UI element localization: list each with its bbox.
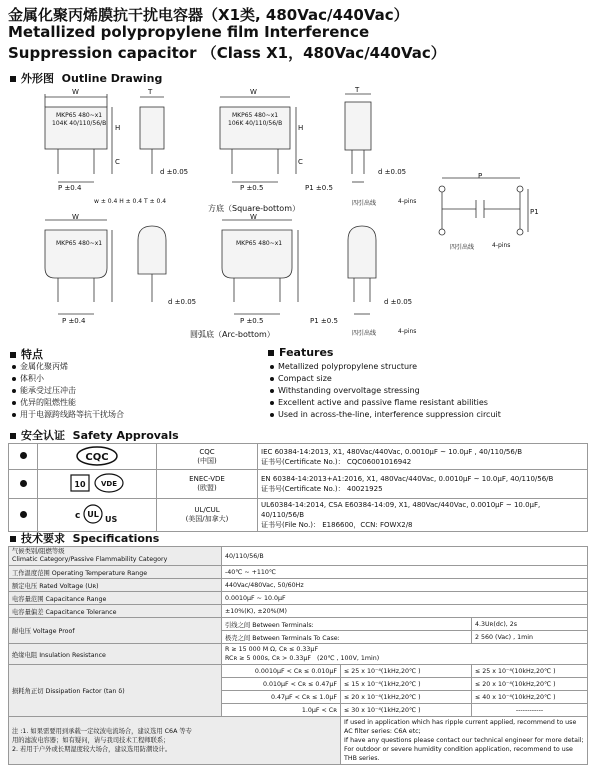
cap-print-2: MKP65 480~x1	[232, 112, 279, 119]
outline-heading: 外形图 Outline Drawing	[10, 70, 162, 86]
table-row	[9, 547, 588, 566]
drawing-arc-4pin-front	[222, 220, 298, 314]
svg-text:UL: UL	[87, 510, 99, 519]
dim-t-2: T	[355, 86, 360, 94]
note-cn: 2. 若用于户外或长期湿度较大场合，建议选用防潮设计。	[12, 746, 172, 753]
df-value-10k: ≤ 20 x 10⁻⁴(10kHz,20℃ )	[472, 678, 588, 691]
list-item: Metallized polypropylene structure	[270, 361, 501, 373]
list-item: 金属化聚丙烯	[12, 361, 124, 373]
section-square-icon	[10, 352, 16, 358]
drawing-square-2pin-front	[45, 94, 112, 182]
four-pins-label-2: 4-pins	[492, 242, 511, 249]
spec-value: 440Vac/480Vac, 50/60Hz	[222, 579, 588, 592]
enec-vde-logo	[67, 471, 127, 495]
square-bottom-caption: 方底（Square-bottom）	[208, 204, 300, 213]
list-item: 用于电源跨线路等抗干扰场合	[12, 409, 124, 421]
section-square-icon	[10, 536, 16, 542]
df-value-10k: ≤ 40 x 10⁻⁴(10kHz,20℃ )	[472, 691, 588, 704]
dim-d-2: d ±0.05	[378, 168, 407, 176]
cap-print-4: MKP65 480~x1	[236, 240, 283, 247]
spec-value: -40℃ ~ +110℃	[222, 566, 588, 579]
list-item: 优异的阻燃性能	[12, 397, 124, 409]
spec-subcondition: 引线之间 Between Terminals:	[222, 618, 472, 631]
dim-w-3: W	[72, 213, 79, 221]
df-value-1k: ≤ 30 x 10⁻⁴(1kHz,20℃ )	[341, 704, 472, 717]
dim-p-2: P ±0.5	[240, 184, 264, 192]
drawing-arc-4pin-side	[348, 226, 376, 314]
drawing-square-4pin-front	[220, 97, 296, 182]
spec-condition: (20℃ , 100V, 1min)	[317, 655, 380, 662]
features-en-list	[270, 361, 501, 421]
table-row	[9, 605, 588, 618]
df-value-1k: ≤ 25 x 10⁻⁴(1kHz,20℃ )	[341, 665, 472, 678]
list-item: Used in across-the-line, interference suppression circuit	[270, 409, 501, 421]
approvals-heading: 安全认证 Safety Approvals	[10, 427, 179, 443]
cert-standard: EN 60384-14:2013+A1:2016, X1, 480Vac/440Vac, 0.0010μF ~ 10.0μF, 40/110/56/B	[261, 475, 554, 483]
table-row	[9, 444, 588, 470]
cap-code-2: 106K 40/110/56/B	[228, 120, 283, 127]
svg-text:10: 10	[74, 480, 86, 489]
df-value-1k: ≤ 20 x 10⁻⁴(1kHz,20℃ )	[341, 691, 472, 704]
schematic-p: P	[478, 172, 483, 180]
page-title-en-line1: Metallized polypropylene film Interference	[8, 23, 370, 41]
note-cn: 注 :1. 如果需要用到承载一定纹波电流场合，建议选用 C6A 等专	[12, 728, 192, 735]
features-heading-cn: 特点	[10, 346, 43, 362]
spec-label: 电容量范围 Capacitance Range	[9, 592, 222, 605]
arc-bottom-caption: 圆弧底（Arc-bottom）	[190, 330, 275, 339]
cert-number: 证书号(File No.)： E186600，CCN: FOWX2/8	[261, 521, 413, 529]
table-row	[9, 470, 588, 499]
dim-h-2: H	[298, 124, 304, 132]
note-en: For outdoor or severe humidity condition application, recommend to use THB series.	[344, 746, 573, 762]
note-en: If used in application which has ripple current applied, recommend to use AC filter series: C6A etc;	[344, 719, 577, 735]
cqc-logo	[75, 446, 119, 466]
cert-name: ENEC-VDE	[189, 475, 225, 483]
dim-h-1: H	[115, 124, 121, 132]
tolerance-note: w ± 0.4 H ± 0.4 T ± 0.4	[94, 198, 167, 205]
note-en: If have any questions please contact our technical engineer for more detail;	[344, 737, 584, 744]
spec-value: 0.0010μF ~ 10.0μF	[222, 592, 588, 605]
list-item: 能承受过压冲击	[12, 385, 124, 397]
df-range: 0.47μF < Cʀ ≤ 1.0μF	[222, 691, 341, 704]
drawing-square-4pin-side	[345, 94, 371, 182]
spec-label: 工作温度范围 Operating Temperature Range	[9, 566, 222, 579]
bullet-dot	[20, 452, 27, 459]
list-item: 体积小	[12, 373, 124, 385]
page-title-en-line2: Suppression capacitor （Class X1，480Vac/440Vac）	[8, 44, 446, 62]
table-row	[9, 499, 588, 532]
spec-label: 耐电压 Voltage Proof	[9, 618, 222, 644]
dim-c-1: C	[115, 158, 120, 166]
table-row	[9, 566, 588, 579]
svg-text:VDE: VDE	[100, 480, 118, 488]
dim-w-4: W	[250, 213, 257, 221]
cert-number: 证书号(Certificate No.)： 40021925	[261, 485, 383, 493]
table-row	[9, 579, 588, 592]
drawing-schematic-4pin	[439, 178, 528, 235]
table-row	[9, 618, 588, 631]
features-cn-list	[12, 361, 124, 421]
table-row	[9, 665, 588, 678]
features-heading-en: Features	[268, 346, 333, 359]
four-pins-label-3: 4-pins	[398, 328, 417, 335]
svg-text:US: US	[105, 515, 118, 524]
df-value-10k: ------------	[472, 704, 588, 717]
table-row	[9, 717, 588, 765]
four-pins-label-1: 4-pins	[398, 198, 417, 205]
four-leads-label-1: 四引出线	[352, 200, 377, 207]
list-item: Compact size	[270, 373, 501, 385]
df-value-10k: ≤ 25 x 10⁻⁴(10kHz,20℃ )	[472, 665, 588, 678]
cert-number: 证书号(Certificate No.)： CQC06001016942	[261, 457, 412, 466]
spec-subcondition: 极壳之间 Between Terminals To Case:	[222, 631, 472, 644]
dim-p-1: P ±0.4	[58, 184, 82, 192]
spec-value: 2 560 (Vac) , 1min	[472, 631, 588, 644]
drawing-arc-2pin-front	[45, 220, 112, 314]
section-square-icon	[10, 433, 16, 439]
cert-name: UL/CUL	[194, 506, 220, 514]
approvals-table	[8, 443, 588, 532]
cert-standard: UL60384-14:2014, CSA E60384-14:09, X1, 480Vac/440Vac, 0.0010μF ~ 10.0μF, 40/110/56/B	[261, 501, 541, 519]
four-leads-label-2: 四引出线	[450, 244, 475, 251]
spec-value: RCʀ ≥ 5 000s, Cʀ > 0.33μF	[225, 655, 311, 662]
spec-label: 额定电压 Rated Voltage (Uʀ)	[9, 579, 222, 592]
df-range: 0.0010μF < Cʀ ≤ 0.010μF	[222, 665, 341, 678]
dim-c-2: C	[298, 158, 303, 166]
drawing-square-2pin-side	[140, 97, 164, 174]
dim-d-1: d ±0.05	[160, 168, 189, 176]
specs-heading: 技术要求 Specifications	[10, 530, 159, 546]
dim-t-1: T	[148, 88, 153, 96]
cap-code-1: 104K 40/110/56/B	[52, 120, 107, 127]
table-row	[9, 644, 588, 665]
four-leads-label-3: 四引出线	[352, 330, 377, 337]
bullet-dot	[20, 480, 27, 487]
dim-d-3: d ±0.05	[168, 298, 197, 306]
spec-label: 损耗角正切 Dissipation Factor (tan δ)	[9, 665, 222, 717]
dim-p-4: P ±0.5	[240, 317, 264, 325]
cert-region: (美国/加拿大)	[185, 515, 229, 523]
spec-label: 气候类别/阻燃等级	[12, 548, 65, 555]
dim-p-3: P ±0.4	[62, 317, 86, 325]
cul-us-logo	[67, 502, 127, 526]
df-range: 1.0μF < Cʀ	[222, 704, 341, 717]
list-item: Excellent active and passive flame resistant abilities	[270, 397, 501, 409]
cert-region: (欧盟)	[197, 484, 217, 492]
dim-w-2: W	[250, 88, 257, 96]
cert-region: (中国)	[197, 456, 217, 465]
spec-value: R ≥ 15 000 M Ω, Cʀ ≤ 0.33μF	[225, 646, 319, 653]
bullet-dot	[20, 511, 27, 518]
spec-value: 4.3Uʀ(dc), 2s	[472, 618, 588, 631]
svg-text:c: c	[75, 511, 81, 521]
svg-text:CQC: CQC	[85, 451, 109, 463]
page-title-cn: 金属化聚丙烯膜抗干扰电容器（X1类, 480Vac/440Vac）	[8, 6, 409, 24]
list-item: Withstanding overvoltage stressing	[270, 385, 501, 397]
spec-value: ±10%(K), ±20%(M)	[222, 605, 588, 618]
spec-value: 40/110/56/B	[222, 547, 588, 566]
cap-print-3: MKP65 480~x1	[56, 240, 103, 247]
dim-p1-2: P1 ±0.5	[305, 184, 333, 192]
drawing-arc-2pin-side	[138, 226, 166, 302]
dim-p1-4: P1 ±0.5	[310, 317, 338, 325]
note-cn: 用的滤波电容器；如有疑问，请与我司技术工程师联系；	[12, 737, 170, 744]
spec-label: Climatic Category/Passive Flammability Category	[12, 556, 168, 563]
df-range: 0.010μF < Cʀ ≤ 0.47μF	[222, 678, 341, 691]
spec-label: 绝缘电阻 Insulation Resistance	[9, 644, 222, 665]
dim-d-4: d ±0.05	[384, 298, 413, 306]
cert-name: CQC	[199, 447, 215, 456]
spec-label: 电容量偏差 Capacitance Tolerance	[9, 605, 222, 618]
cap-print-1: MKP65 480~x1	[56, 112, 103, 119]
schematic-p1: P1	[530, 208, 539, 216]
dim-w-1: W	[72, 88, 79, 96]
specs-table	[8, 546, 588, 765]
section-square-icon	[268, 350, 274, 356]
cert-standard: IEC 60384-14:2013, X1, 480Vac/440Vac, 0.0010μF ~ 10.0μF , 40/110/56/B	[261, 447, 523, 456]
table-row	[9, 592, 588, 605]
df-value-1k: ≤ 15 x 10⁻⁴(1kHz,20℃ )	[341, 678, 472, 691]
